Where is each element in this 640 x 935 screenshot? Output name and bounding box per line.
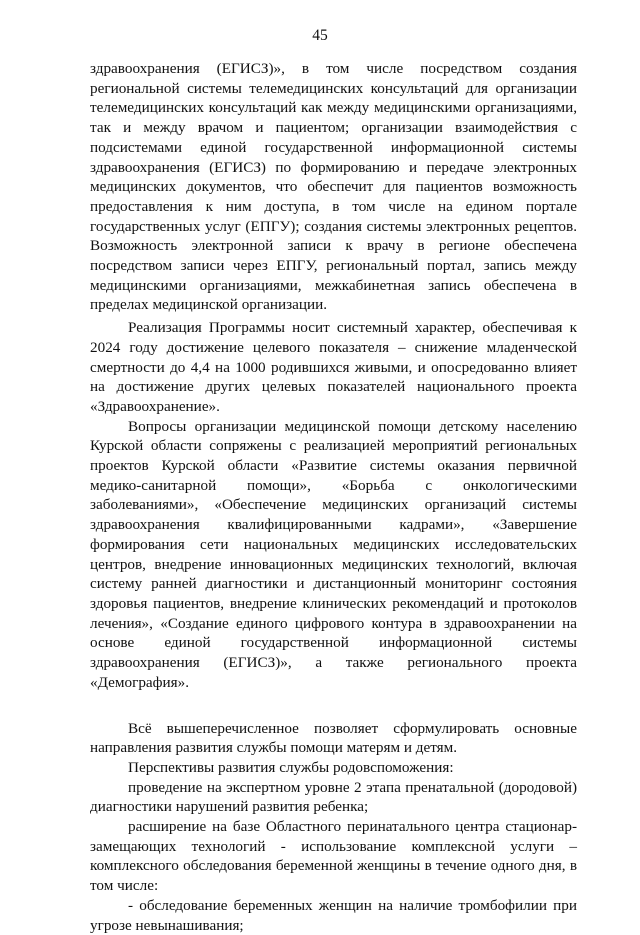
- paragraph-obstetric-prospects-heading: Перспективы развития службы родовспоможения:: [128, 758, 454, 776]
- paragraph-program-implementation: Реализация Программы носит системный характер, обеспечивая к 2024 году достижение целевого показателя – снижение младенческой смертности до 4,4 на 1000 родившихся живыми, и опосредованно влияет на достижение других целевых показателей национального проекта «Здравоохранение».: [90, 319, 577, 415]
- document-body: [90, 59, 577, 935]
- paragraph-perinatal-center: расширение на базе Областного перинатального центра стационар-замещающих технологий - использование комплексной услуги – комплексного обследования беременной женщины в течение одного дня, в том числе:: [90, 818, 577, 895]
- paragraph-regional-projects: Вопросы организации медицинской помощи детскому населению Курской области сопряжены с реализацией мероприятий региональных проектов Курской области «Развитие системы оказания первичной медико-санитарной помощи», «Борьба с онкологическими заболеваниями», «Обеспечение медицинских организаций системы здравоохранения квалифицированными кадрами», «Завершение формирования сети национальных медицинских исследовательских центров, внедрение инновационных медицинских технологий, включая систему ранней диагностики и дистанционный мониторинг состояния здоровья пациентов, внедрение клинических рекомендаций и протоколов лечения», «Создание единого цифрового контура в здравоохранении на основе единой государственной информационной системы здравоохранения (ЕГИСЗ)», а также регионального проекта «Демография».: [90, 417, 577, 691]
- page-number: 45: [312, 27, 328, 44]
- paragraph-thrombophilia-screening: - обследование беременных женщин на наличие тромбофилии при угрозе невынашивания;: [90, 896, 577, 934]
- paragraph-prenatal-diagnostics: проведение на экспертном уровне 2 этапа пренатальной (дородовой) диагностики нарушений развития ребенка;: [90, 778, 577, 816]
- paragraph-ehr-integration: здравоохранения (ЕГИСЗ)», в том числе посредством создания региональной системы телемедицинских консультаций для организации телемедицинских консультаций как между медицинскими организациями, так и между врачом и пациентом; организации взаимодействия с подсистемами единой государственной информационной системы здравоохранения (ЕГИСЗ) по формированию и передаче электронных медицинских документов, что обеспечит для пациентов возможность предоставления к ним доступа, в том числе на едином портале государственных услуг (ЕПГУ); создания системы электронных рецептов. Возможность электронной записи к врачу в регионе обеспечена посредством записи через ЕПГУ, региональный портал, запись между медицинскими организациями, межкабинетная запись обеспечена в пределах медицинской организации.: [90, 60, 577, 314]
- paragraph-directions-summary: Всё вышеперечисленное позволяет сформулировать основные направления развития службы помощи матерям и детям.: [90, 719, 577, 757]
